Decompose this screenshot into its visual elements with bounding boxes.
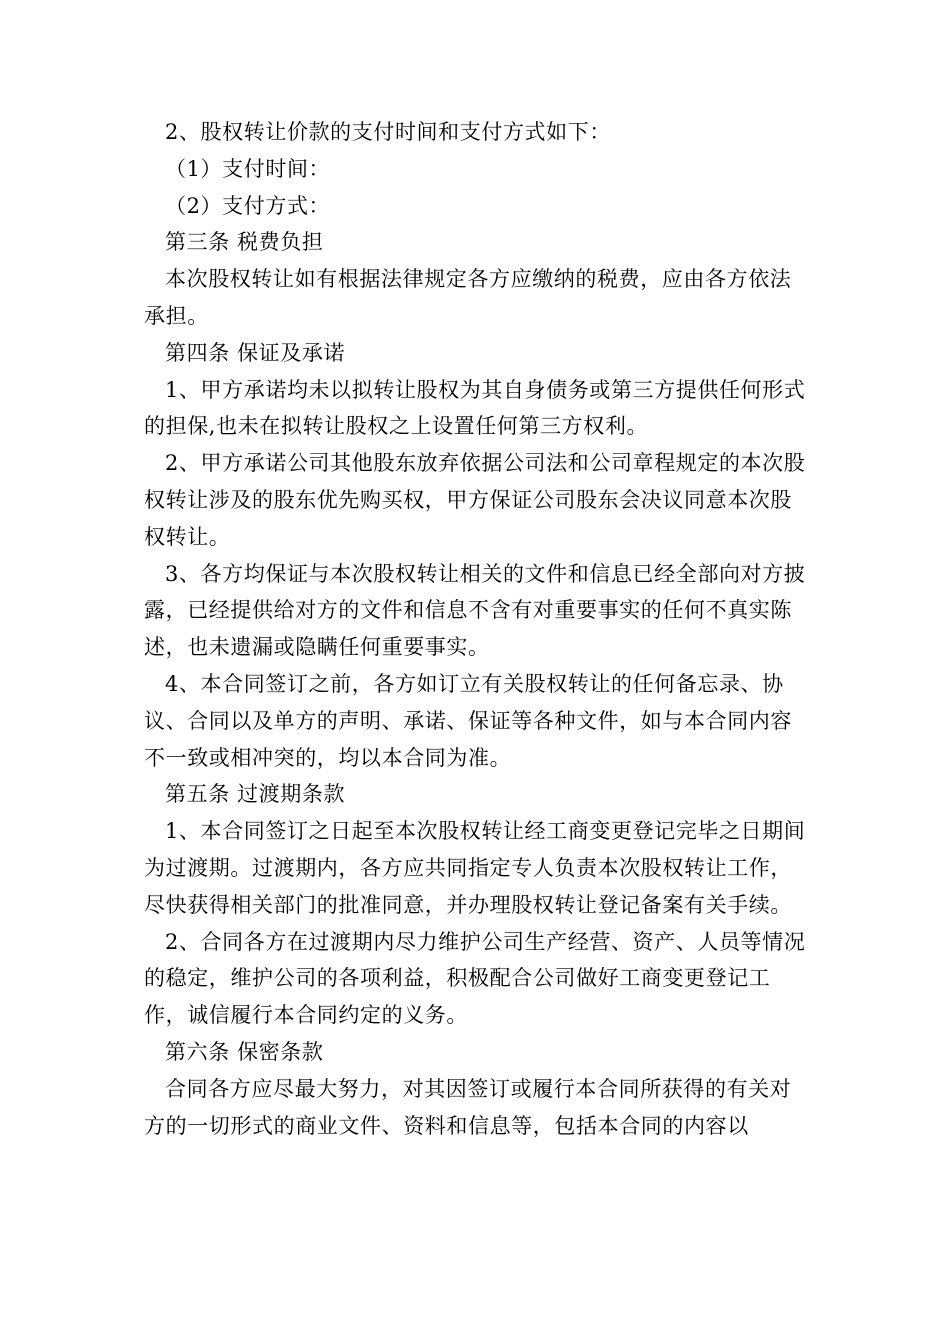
paragraph-payment-terms: 2、股权转让价款的支付时间和支付方式如下： bbox=[165, 120, 611, 144]
paragraph-warranty-2: 2、甲方承诺公司其他股东放弃依据公司法和公司章程规定的本次股权转让涉及的股东优先购买权，甲方保证公司股东会决议同意本次股权转让。 bbox=[144, 451, 806, 549]
paragraph-confidentiality: 合同各方应尽最大努力，对其因签订或履行本合同所获得的有关对方的一切形式的商业文件、资料和信息等，包括本合同的内容以 bbox=[144, 1076, 792, 1138]
paragraph-tax-burden: 本次股权转让如有根据法律规定各方应缴纳的税费，应由各方依法承担。 bbox=[144, 267, 792, 328]
paragraph-warranty-4: 4、本合同签订之前，各方如订立有关股权转让的任何备忘录、协议、合同以及单方的声明、承诺、保证等各种文件，如与本合同内容不一致或相冲突的，均以本合同为准。 bbox=[144, 671, 792, 770]
paragraph-transition-2: 2、合同各方在过渡期内尽力维护公司生产经营、资产、人员等情况的稳定，维护公司的各项利益，积极配合公司做好工商变更登记工作，诚信履行本合同约定的义务。 bbox=[144, 929, 806, 1028]
paragraph-warranty-1: 1、甲方承诺均未以拟转让股权为其自身债务或第三方提供任何形式的担保,也未在拟转让股权之上设置任何第三方权利。 bbox=[144, 377, 806, 439]
paragraph-payment-time: （1）支付时间： bbox=[165, 156, 331, 181]
paragraph-payment-method: （2）支付方式： bbox=[165, 193, 331, 218]
paragraph-transition-1: 1、本合同签订之日起至本次股权转让经工商变更登记完毕之日期间为过渡期。过渡期内，各方应共同指定专人负责本次股权转让工作，尽快获得相关部门的批准同意，并办理股权转让登记备案有关手续。 bbox=[144, 819, 806, 917]
heading-article-5: 第五条 过渡期条款 bbox=[165, 782, 346, 807]
heading-article-4: 第四条 保证及承诺 bbox=[165, 340, 346, 365]
document-page bbox=[144, 114, 808, 1144]
heading-article-3: 第三条 税费负担 bbox=[165, 230, 324, 255]
paragraph-warranty-3: 3、各方均保证与本次股权转让相关的文件和信息已经全部向对方披露，已经提供给对方的文件和信息不含有对重要事实的任何不真实陈述，也未遗漏或隐瞒任何重要事实。 bbox=[144, 561, 806, 660]
heading-article-6: 第六条 保密条款 bbox=[165, 1039, 324, 1064]
